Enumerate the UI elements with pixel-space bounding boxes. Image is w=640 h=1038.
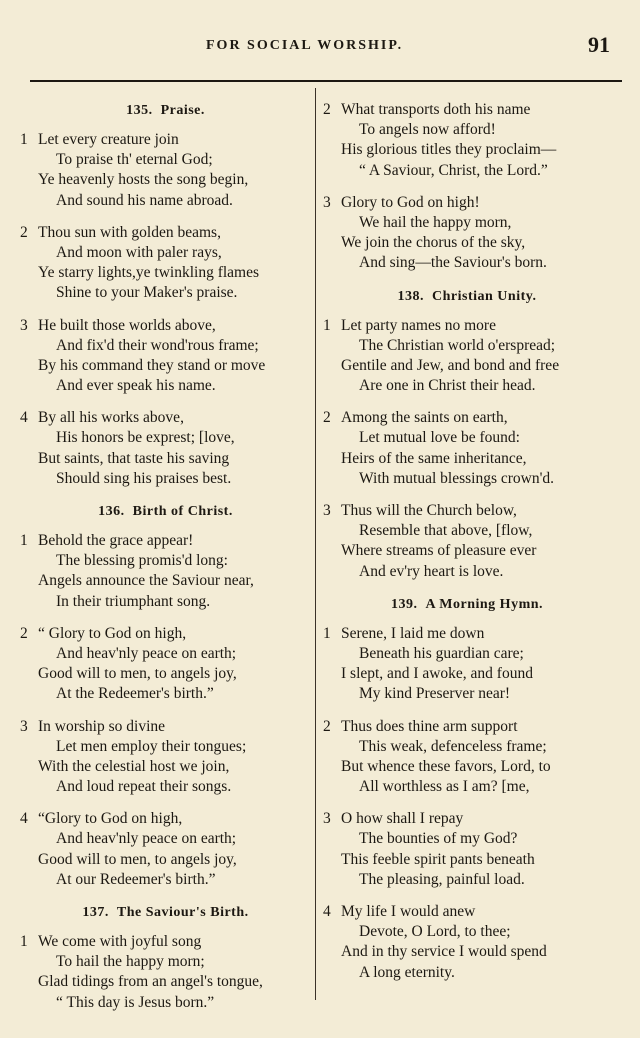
hymn-number: 136. (98, 504, 125, 519)
verse-line: A long eternity. (359, 963, 455, 981)
verse-line: He built those worlds above, (38, 316, 216, 334)
hymn-title: The Saviour's Birth. (116, 905, 249, 920)
verse-line: Good will to men, to angels joy, (38, 850, 237, 868)
verse-line: What transports doth his name (341, 101, 531, 118)
stanza-number: 3 (323, 810, 331, 828)
verse-line: To hail the happy morn; (56, 953, 205, 971)
hymn-number: 135. (126, 103, 153, 118)
verse-line: And heav'nly peace on earth; (56, 644, 237, 662)
verse-line: Where streams of pleasure ever (341, 542, 537, 560)
hymn-heading (321, 594, 613, 616)
verse-line: “Glory to God on high, (38, 810, 183, 828)
verse-line: We come with joyful song (38, 933, 202, 950)
stanza (321, 100, 613, 181)
verse-line: Beneath his guardian care; (359, 644, 524, 662)
verse-line: The pleasing, painful load. (359, 870, 525, 888)
hymn-heading (18, 100, 313, 122)
verse-line: My life I would anew (341, 903, 476, 920)
verse-line: Ye heavenly hosts the song begin, (38, 171, 249, 189)
running-head (0, 32, 640, 60)
verse-line: In worship so divine (38, 717, 166, 735)
verse-line: All worthless as I am? [me, (359, 778, 530, 796)
verse-line: “ Glory to God on high, (38, 624, 187, 642)
verse-line: We hail the happy morn, (359, 213, 512, 231)
verse-line: Behold the grace appear! (38, 532, 194, 549)
verse-line: Are one in Christ their head. (359, 377, 536, 395)
hymn-heading (18, 902, 313, 924)
stanza (321, 408, 613, 489)
verse-line: Serene, I laid me down (341, 624, 485, 642)
verse-line: By his command they stand or move (38, 356, 266, 374)
hymn-title: Birth of Christ. (132, 504, 233, 519)
verse-line: And loud repeat their songs. (56, 778, 232, 796)
stanza (18, 717, 313, 798)
hymn-title: Praise. (160, 103, 205, 118)
verse-line: And fix'd their wond'rous frame; (56, 336, 259, 354)
verse-line: In their triumphant song. (56, 592, 211, 610)
verse-line: O how shall I repay (341, 810, 464, 828)
stanza (321, 193, 613, 274)
verse-line: My kind Preserver near! (359, 685, 511, 703)
verse-line: The Christian world o'erspread; (359, 336, 556, 354)
stanza (18, 130, 313, 211)
stanza (18, 932, 313, 1013)
stanza (321, 809, 613, 890)
stanza (321, 624, 613, 705)
stanza-number: 1 (20, 131, 28, 148)
verse-line: And ever speak his name. (56, 377, 216, 395)
verse-line: At the Redeemer's birth.” (56, 685, 214, 703)
stanza-number: 2 (20, 223, 28, 241)
verse-line: Heirs of the same inheritance, (341, 449, 527, 467)
hymn-title: Christian Unity. (432, 288, 537, 304)
hymn-heading (321, 286, 613, 308)
stanza-number: 2 (323, 717, 331, 735)
verse-line: Angels announce the Saviour near, (38, 572, 254, 590)
stanza-number: 3 (20, 316, 28, 334)
verse-line: And sing—the Saviour's born. (359, 254, 547, 272)
stanza-number: 3 (323, 193, 331, 211)
stanza-number: 2 (20, 624, 28, 642)
running-title: FOR SOCIAL WORSHIP. (206, 38, 404, 53)
verse-line: Let mutual love be found: (359, 429, 520, 447)
column-divider (315, 88, 316, 1000)
verse-line: We join the chorus of the sky, (341, 234, 526, 252)
verse-line: And heav'nly peace on earth; (56, 830, 237, 848)
stanza-number: 1 (323, 316, 331, 334)
verse-line: The blessing promis'd long: (56, 552, 228, 570)
verse-line: And in thy service I would spend (341, 943, 547, 961)
stanza (18, 223, 313, 304)
verse-line: His honors be exprest; [love, (56, 429, 235, 447)
verse-line: And ev'ry heart is love. (359, 562, 504, 580)
hymn-heading (18, 501, 313, 523)
verse-line: Let every creature join (38, 131, 179, 148)
verse-line: Glory to God on high! (341, 193, 480, 211)
stanza (18, 809, 313, 890)
verse-line: And sound his name abroad. (56, 191, 233, 209)
verse-line: But whence these favors, Lord, to (341, 757, 551, 775)
stanza-number: 4 (20, 409, 28, 427)
left-column (18, 100, 313, 1025)
hymn-title: A Morning Hymn. (425, 596, 544, 612)
verse-line: Good will to men, to angels joy, (38, 665, 237, 683)
stanza-number: 4 (20, 810, 28, 828)
verse-line: Should sing his praises best. (56, 469, 232, 487)
stanza-number: 2 (323, 409, 331, 427)
verse-line: And moon with paler rays, (56, 243, 222, 261)
verse-line: His glorious titles they proclaim— (341, 141, 557, 159)
verse-line: Ye starry lights,ye twinkling flames (38, 264, 260, 282)
right-column (321, 100, 613, 995)
verse-line: Devote, O Lord, to thee; (359, 923, 511, 941)
verse-line: Let men employ their tongues; (56, 737, 247, 755)
stanza (321, 501, 613, 582)
verse-line: At our Redeemer's birth.” (56, 870, 216, 888)
stanza-number: 3 (323, 502, 331, 519)
stanza (321, 316, 613, 397)
stanza-number: 1 (20, 933, 28, 950)
stanza-number: 2 (323, 101, 331, 118)
stanza (18, 408, 313, 489)
hymn-number: 139. (390, 596, 418, 612)
verse-line: This weak, defenceless frame; (359, 737, 547, 755)
stanza (321, 717, 613, 798)
verse-line: “ A Saviour, Christ, the Lord.” (359, 161, 548, 179)
verse-line: Resemble that above, [flow, (359, 522, 533, 540)
verse-line: Gentile and Jew, and bond and free (341, 356, 560, 374)
verse-line: With the celestial host we join, (38, 757, 230, 775)
stanza (18, 316, 313, 397)
verse-line: Among the saints on earth, (341, 409, 508, 427)
header-rule (30, 80, 622, 82)
verse-line: Thou sun with golden beams, (38, 223, 221, 241)
verse-line: Shine to your Maker's praise. (56, 284, 238, 302)
verse-line: To praise th' eternal God; (56, 151, 213, 169)
verse-line: To angels now afford! (359, 121, 496, 139)
stanza (321, 902, 613, 983)
verse-line: By all his works above, (38, 409, 184, 427)
verse-line: This feeble spirit pants beneath (341, 850, 535, 868)
hymn-number: 137. (82, 905, 109, 920)
verse-line: Thus does thine arm support (341, 717, 518, 735)
verse-line: But saints, that taste his saving (38, 449, 230, 467)
stanza (18, 531, 313, 612)
verse-line: Let party names no more (341, 316, 496, 334)
verse-line: The bounties of my God? (359, 830, 518, 848)
verse-line: “ This day is Jesus born.” (56, 993, 215, 1011)
stanza-number: 1 (323, 624, 331, 642)
stanza-number: 3 (20, 717, 28, 735)
verse-line: Thus will the Church below, (341, 502, 517, 519)
verse-line: Glad tidings from an angel's tongue, (38, 973, 263, 991)
verse-line: I slept, and I awoke, and found (341, 665, 533, 683)
stanza-number: 1 (20, 532, 28, 549)
page-number: 91 (588, 32, 610, 57)
stanza-number: 4 (323, 903, 331, 920)
hymn-number: 138. (397, 288, 425, 304)
verse-line: With mutual blessings crown'd. (359, 469, 555, 487)
stanza (18, 624, 313, 705)
